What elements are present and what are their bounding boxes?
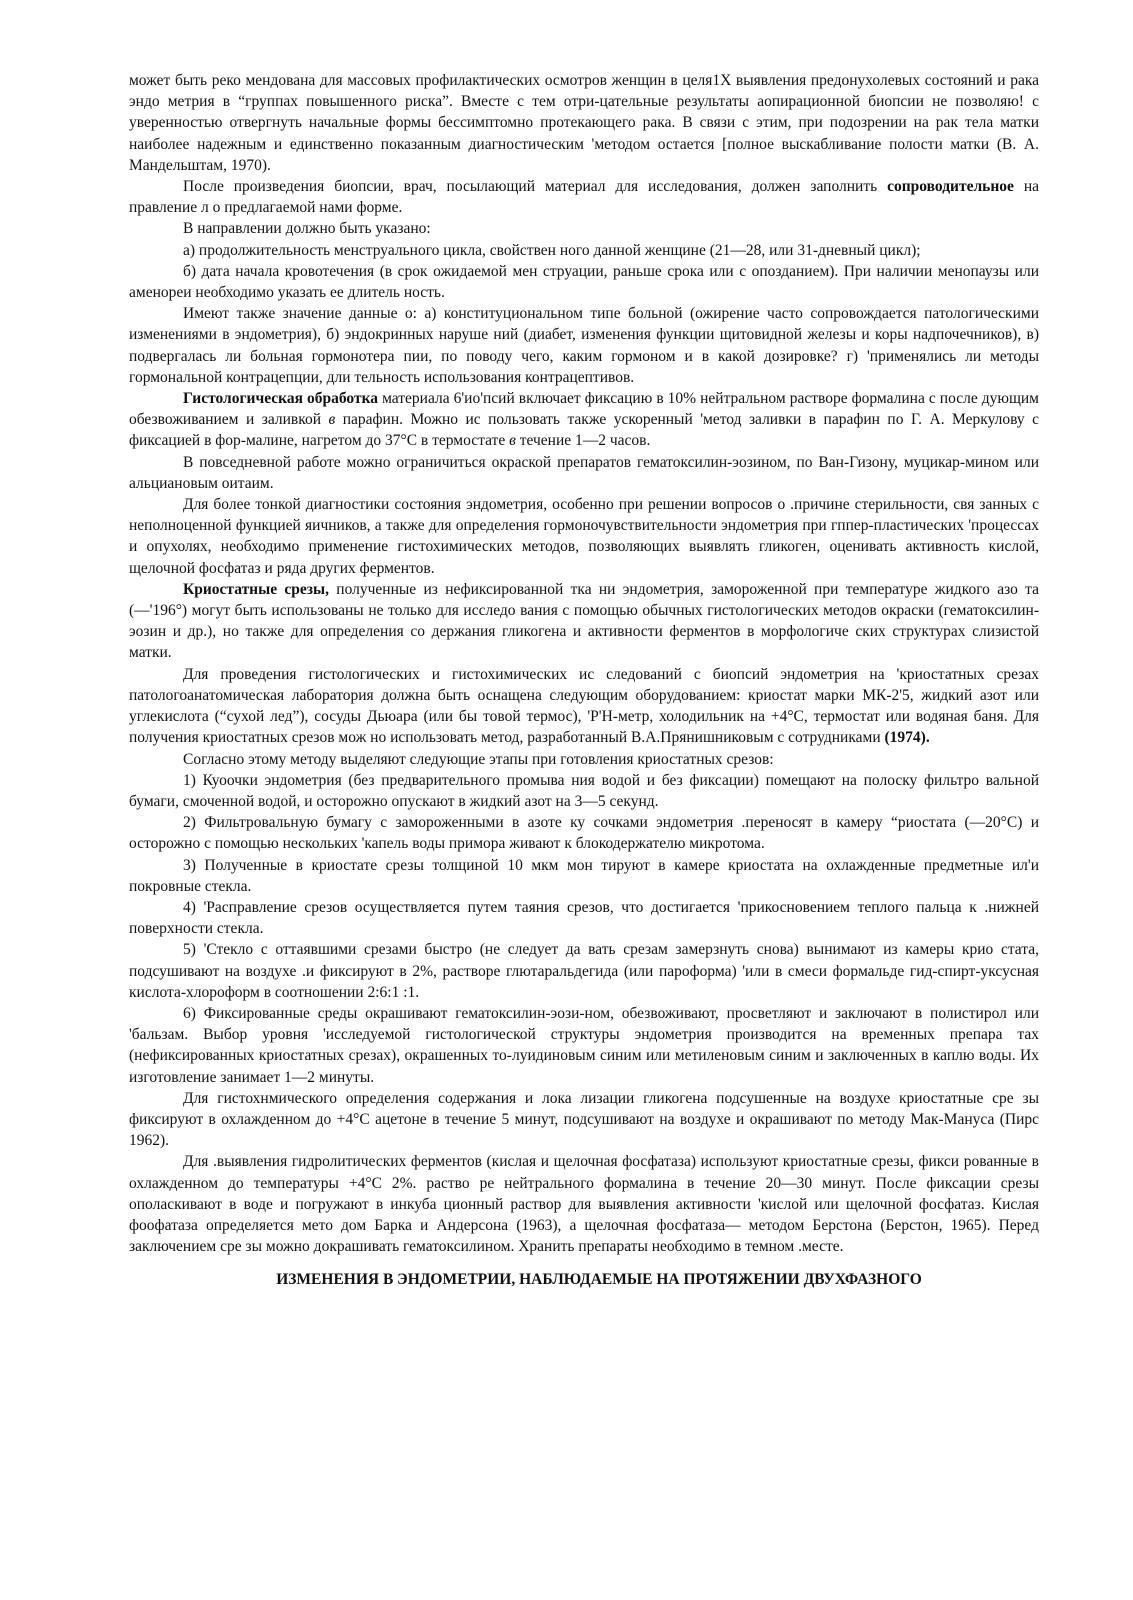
paragraph-7: [129, 388, 1039, 452]
paragraph-9: Для более тонкой диагностики состояния эндометрия, особенно при решении вопросов о .причине стерильности, свя занных с неполноценной функцией яичников, а также для определения гормоночувствительности эндометрия при гппер-пластических 'процессах и опухолях, необходимо применение гистохимических методов, позволяющих выявлять гликоген, оценивать активность кислой, щелочной фосфатаз и ряда других ферментов.: [129, 496, 1039, 577]
paragraph-7-italic-c: в: [328, 411, 336, 429]
step-5: 5) 'Стекло с оттаявшими срезами быстро (не следует да вать срезам замерзнуть снова) вынимают из камеры крио стата, подсушивают на воздухе .и фиксируют в 2%, растворе глютаральдегида (или пароформа) 'или в смеси формальде гид-спирт-уксусная кислота-хлороформ в соотношении 2:6:1 :1.: [129, 941, 1039, 1001]
paragraph-10: [129, 579, 1039, 664]
paragraph-7-italic-e: в: [509, 432, 516, 450]
paragraph-3: В направлении должно быть указано:: [183, 220, 431, 238]
step-3: 3) Полученные в криостате срезы толщиной 10 мкм мон тируют в камере криостата на охлажденные предметные ил'и покровные стекла.: [129, 856, 1039, 895]
paragraph-8: В повседневной работе можно ограничиться окраской препаратов гематоксилин-эозином, по Ван-Гизону, муцикар-мином или альциановым оитаим.: [129, 453, 1039, 492]
paragraph-2-text-c: на правление л о предлагаемой нами форме.: [129, 178, 1039, 217]
paragraph-11-text-a: Для проведения гистологических и гистохимических ис следований с биопсий эндометрия на 'криостатных срезах патологоанатомическая лаборатория должна быть оснащена следующим оборудованием: криостат марки МК-2'5, жидкий азот или углекислота (“сухой лед”), сосуды Дьюара (или бы товой термос), 'Р'Н-метр, холодильник на +4°С, термостат или водяная баня. Для получения криостатных срезов мож но использовать метод, разработанный В.А.Прянишниковым с сотрудниками: [129, 665, 1039, 747]
paragraph-12: Согласно этому методу выделяют следующие этапы при готовления криостатных срезов:: [183, 750, 774, 768]
paragraph-7-text-f: течение 1—2 часов.: [519, 432, 651, 450]
paragraph-10-bold-term: Криостатные срезы,: [183, 580, 329, 598]
paragraph-2-bold-term: сопроводительное: [887, 178, 1014, 196]
paragraph-2: [129, 176, 1039, 218]
paragraph-6: Имеют также значение данные о: а) конституциональном типе больной (ожирение часто сопровождается патологическими изменениями в эндометрия), б) эндокринных наруше ний (диабет, изменения функции щитовидной железы и коры надпочечников), в) подвергалась ли больная гормонотера пии, по поводу чего, каким гормоном и в какой дозировке? г) 'применялись ли методы гормональной контрацепции, дли тельность использования контрацептивов.: [129, 305, 1039, 386]
step-1: 1) Куоочки эндометрия (без предварительного промыва ния водой и без фиксации) помещают на полоску фильтро вальной бумаги, смоченной водой, и осторожно опускают в жидкий азот на 3—5 секунд.: [129, 771, 1039, 810]
section-heading: ИЗМЕНЕНИЯ В ЭНДОМЕТРИИ, НАБЛЮДАЕМЫЕ НА ПРОТЯЖЕНИИ ДВУХФАЗНОГО: [276, 1271, 922, 1289]
paragraph-4: а) продолжительность менструального цикла, свойствен ного данной женщине (21—28, или 31-дневный цикл);: [183, 241, 921, 259]
paragraph-10-text-b: полученные из нефиксированной тка ни эндометрия, замороженной при температуре жидкого азо та (—'196°) могут быть использованы не только для исследо вания с помощью обычных гистологических методов окраски (гематоксилин-эозин и др.), но также для определения со держания гликогена и активности ферментов в морфологиче ских структурах слизистой матки.: [129, 580, 1040, 662]
document-page: [129, 70, 1039, 1291]
paragraph-7-text-d: парафин. Можно ис пользовать также ускоренный 'метод заливки в парафин по Г. А. Меркулову с фиксацией в фор-малине, нагретом до 37°С в термостате: [129, 411, 1040, 450]
paragraph-1: может быть реко мендована для массовых профилактических осмотров женщин в целя1Х выявления предонухолевых состояний и рака эндо метрия в “группах повышенного риска”. Вместе с тем отри-цательные результаты аопирационной биопсии не позволяю! с уверенностью отвергнуть начальные формы бессимптомно протекающего рака. В связи с этим, при подозрении на рак тела матки наиболее надежным и единственно показанным диагностическим 'методом остается [полное выскабливание полости матки (В. А. Мандельштам, 1970).: [129, 72, 1039, 174]
paragraph-glycogen: Для гистохнмического определения содержания и лока лизации гликогена подсушенные на воздухе криостатные сре зы фиксируют в охлажденном до +4°С ацетоне в течение 5 минут, подсушивают на воздухе и окрашивают по методу Мак-Мануса (Пирс 1962).: [129, 1089, 1039, 1150]
paragraph-7-bold-term: Гистологическая обработка: [183, 390, 379, 408]
paragraph-2-text-a: После произведения биопсии, врач, посылающий материал для исследования, должен заполнить: [183, 178, 878, 196]
paragraph-5: б) дата начала кровотечения (в срок ожидаемой мен струации, раньше срока или с опозданием). При наличии менопаузы или аменореи необходимо указать ее длитель ность.: [129, 262, 1039, 302]
paragraph-enzymes: Для .выявления гидролитических ферментов (кислая и щелочная фосфатаза) используют криостатные срезы, фикси рованные в охлажденном до температуры +4°С 2%. раство ре нейтрального формалина в течение 20—30 минут. После фиксации срезы ополаскивают в воде и погружают в инкуба ционный раствор для выявления активности 'кислой или щелочной фосфатаз. Кислая фоофатаза определяется мето дом Барка и Андерсона (1963), а щелочная фосфатаза— методом Берстона (Берстон, 1965). Перед заключением сре зы можно докрашивать гематоксилином. Хранить препараты необходимо в темном .месте.: [129, 1153, 1039, 1256]
step-4: 4) 'Расправление срезов осуществляется путем таяния срезов, что достигается 'прикосновением теплого пальца к .нижней поверхности стекла.: [129, 898, 1039, 938]
step-2: 2) Фильтровальную бумагу с замороженными в азоте ку сочками эндометрия .переносят в камеру “риостата (—20°С) и осторожно с помощью нескольких 'капель воды примора живают к блокодержателю микротома.: [129, 814, 1039, 853]
paragraph-11-bold-year: (1974).: [884, 729, 930, 747]
paragraph-7-text-b: материала 6'ио'псий включает фиксацию в 10% нейтральном растворе формалина с после дующим обезвоживанием и заливкой: [129, 390, 1039, 429]
paragraph-11: [129, 664, 1039, 749]
step-6: 6) Фиксированные среды окрашивают гематоксилин-эози-ном, обезвоживают, просветляют и заключают в полистирол или 'бальзам. Выбор уровня 'исследуемой гистологической структуры эндометрия производится на временных препара тах (нефиксированных криостатных срезах), окрашенных то-луидиновым синим или метиленовым синим и заключенных в каплю воды. Их изготовление занимает 1—2 минуты.: [129, 1004, 1039, 1086]
